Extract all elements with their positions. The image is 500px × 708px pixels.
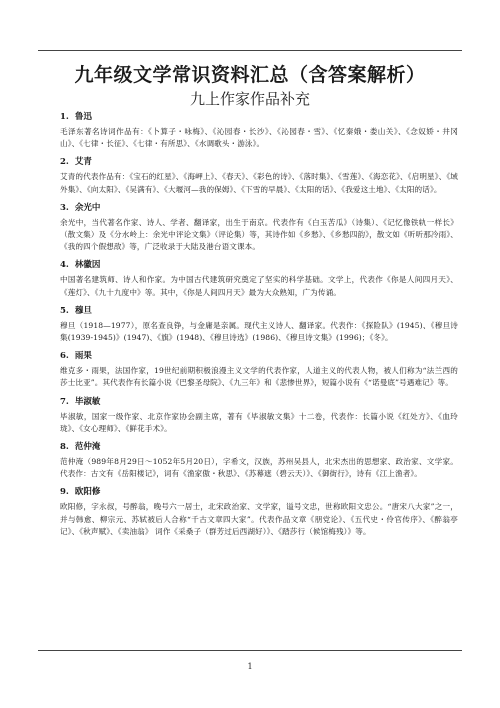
entry-number: 8. bbox=[60, 442, 69, 453]
footer-rule bbox=[38, 650, 462, 651]
author-name: 林徽因 bbox=[74, 260, 101, 271]
entry-text: 维克多・雨果，法国作家，19世纪前期积极浪漫主义文学的代表作家，人道主义的代表人物，被人们称为“法兰西的莎士比亚”。其代表作有长篇小说《巴黎圣母院》、《九三年》和《悲惨世界》，短篇小说有《“诺曼底”号遇难记》等。 bbox=[60, 366, 458, 388]
entry-text: 余光中，当代著名作家、诗人、学者、翻译家，出生于南京。代表作有《白玉苦瓜》（诗集）、《记忆像铁轨一样长》（散文集）及《分水岭上：余光中评论文集》（评论集）等，其诗作如《乡愁》、《乡愁四韵》，散文如《听听那冷雨》、《我的四个假想敌》等，广泛收录于大陆及港台语文课本。 bbox=[60, 217, 458, 252]
entry-number: 2. bbox=[60, 157, 69, 168]
author-name: 欧阳修 bbox=[74, 487, 101, 498]
entry-heading bbox=[60, 157, 458, 168]
entry-heading bbox=[60, 306, 458, 317]
author-name: 余光中 bbox=[74, 202, 101, 213]
author-name: 毕淑敏 bbox=[74, 396, 101, 407]
entry-heading bbox=[60, 351, 458, 362]
author-entry bbox=[60, 112, 458, 150]
entry-text: 艾青的代表作品有：《宝石的红星》、《海岬上》、《春天》、《彩色的诗》、《落时集》、《雪莲》、《海恋花》、《启明星》、《域外集》、《向太阳》、《吴满有》、《大堰河—我的保姆》、《下雪的早晨》、《太阳的话》、《我爱这土地》、《太阳的话》。 bbox=[60, 172, 458, 194]
entry-text: 范仲淹（989年8月29日～1052年5月20日），字希文，汉族，苏州吴县人，北宋杰出的思想家、政治家、文学家。代表作：古文有《岳阳楼记》，词有《渔家傲・秋思》、《苏幕遮（碧云天）》、《御街行》，诗有《江上渔者》。 bbox=[60, 457, 458, 479]
entry-number: 7. bbox=[60, 396, 69, 407]
author-entry bbox=[60, 260, 458, 298]
entry-number: 5. bbox=[60, 305, 69, 316]
page-subtitle: 九上作家作品补充 bbox=[189, 90, 310, 108]
entry-number: 6. bbox=[60, 351, 69, 362]
author-entry bbox=[60, 442, 458, 480]
entry-number: 4. bbox=[60, 260, 69, 271]
entry-number: 3. bbox=[60, 202, 69, 213]
page-title: 九年级文学常识资料汇总（含答案解析） bbox=[74, 64, 426, 86]
entry-text: 中国著名建筑师、诗人和作家。为中国古代建筑研究奠定了坚实的科学基础。文学上，代表作《你是人间四月天》、《莲灯》、《九十九度中》等。其中，《你是人间四月天》最为大众熟知，广为传诵。 bbox=[60, 275, 458, 297]
entry-heading bbox=[60, 203, 458, 214]
author-entry bbox=[60, 397, 458, 435]
entry-text: 毛泽东著名诗词作品有：《卜算子・咏梅》、《沁园春・长沙》、《沁园春・雪》、《忆秦娥・娄山关》、《念奴娇・井冈山》、《七律・长征》、《七律・有所思》、《水调歌头・游泳》。 bbox=[60, 127, 458, 149]
author-entry bbox=[60, 157, 458, 195]
entry-text: 毕淑敏，国家一级作家、北京作家协会副主席，著有《毕淑敏文集》十二卷，代表作：长篇小说《红处方》、《血玲珑》、《女心理师》、《鲜花手术》。 bbox=[60, 411, 458, 433]
author-name: 穆旦 bbox=[74, 305, 92, 316]
author-entry bbox=[60, 203, 458, 254]
author-name: 艾青 bbox=[74, 157, 92, 168]
entry-heading bbox=[60, 442, 458, 453]
author-entry bbox=[60, 306, 458, 344]
entry-heading bbox=[60, 397, 458, 408]
entry-number: 9. bbox=[60, 487, 69, 498]
entry-heading bbox=[60, 487, 458, 498]
author-name: 鲁迅 bbox=[74, 112, 92, 122]
entry-heading bbox=[60, 260, 458, 271]
author-name: 雨果 bbox=[74, 351, 92, 362]
author-entry bbox=[60, 487, 458, 538]
entry-heading bbox=[60, 112, 458, 123]
entry-number: 1. bbox=[60, 112, 69, 122]
entry-text: 穆旦（1918—1977），原名查良铮，与金庸是亲属。现代主义诗人、翻译家。代表作：《探险队》(1945)、《穆旦诗集(1939-1945)》(1947)、《旗》(1948)、《穆旦诗选》(1986)、《穆旦诗文集》(1996)；《冬》。 bbox=[60, 320, 458, 343]
header-rule bbox=[38, 50, 462, 51]
author-entries bbox=[60, 112, 458, 545]
page-number: 1 bbox=[247, 662, 253, 671]
entry-text: 欧阳修，字永叔，号醉翁，晚号六一居士，北宋政治家、文学家，谥号文忠，世称欧阳文忠公。“唐宋八大家”之一，并与韩愈、柳宗元、苏轼被后人合称“千古文章四大家”。代表作品文章《朋党论》、《五代史・伶官传序》、《醉翁亭记》、《秋声赋》、《卖油翁》 词作《采桑子（群芳过后西湖好）》、《踏莎行（候馆梅残）》等。 bbox=[60, 502, 458, 536]
author-entry bbox=[60, 351, 458, 389]
author-name: 范仲淹 bbox=[74, 442, 101, 453]
